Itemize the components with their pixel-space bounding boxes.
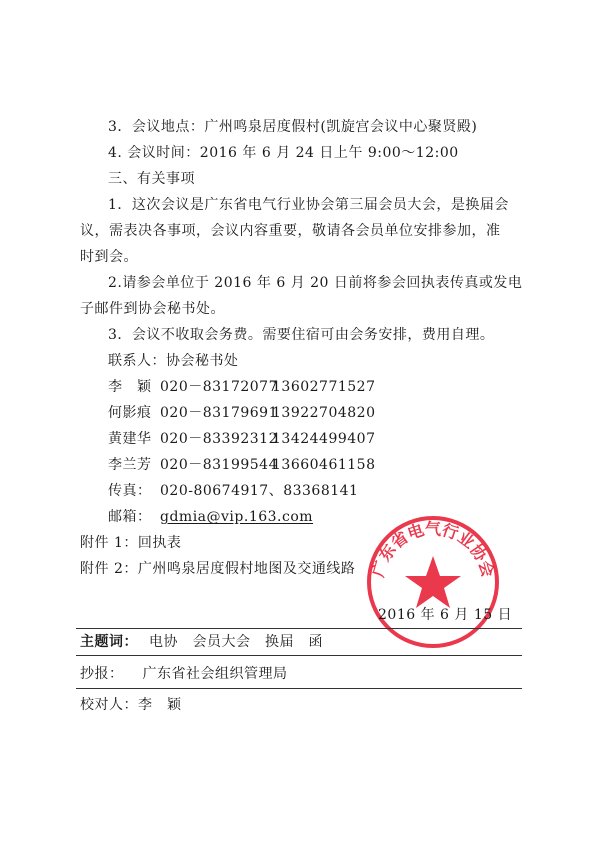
note-1-line-2: 议，需表决各事项，会议内容重要，敬请各会员单位安排参加，准 [80,223,501,239]
meeting-venue: 3．会议地点：广州鸣泉居度假村(凯旋宫会议中心聚贤殿) [108,119,478,135]
meeting-time: 4. 会议时间：2016 年 6 月 24 日上午 9:00～12:00 [108,145,459,161]
contact-tel: 020－83199544 [160,457,278,473]
contact-tel: 020－83172077 [160,379,278,395]
email-row [108,508,313,526]
cc-row [80,665,287,683]
note-1-line-1: 1．这次会议是广东省电气行业协会第三届会员大会，是换届会 [108,197,509,213]
contact-name: 何影痕 [108,405,152,421]
fax-row [108,482,358,500]
official-seal [363,512,503,652]
section-heading-matters: 三、有关事项 [108,171,195,187]
keywords-label: 主题词： [80,634,138,650]
contact-row [108,456,375,474]
contact-tel: 020－83392312 [160,431,278,447]
contact-mobile: 13424499407 [272,431,376,447]
email-label: 邮箱： [108,509,152,525]
keywords-row [80,633,323,651]
seal-star-icon [405,556,461,608]
fax-label: 传真： [108,483,152,499]
cc-label: 抄报： [80,666,124,682]
attachment-2: 附件 2：广州鸣泉居度假村地图及交通线路 [80,561,356,577]
note-3: 3．会议不收取会务费。需要住宿可由会务安排，费用自理。 [108,327,495,343]
proofreader-name: 李 颖 [138,697,182,713]
contact-mobile: 13602771527 [272,379,376,395]
proofreader-label: 校对人： [80,697,138,713]
contact-row [108,378,375,396]
contact-mobile: 13922704820 [272,405,376,421]
note-2-line-2: 子邮件到协会秘书处。 [80,301,225,317]
fax-value: 020-80674917、83368141 [160,483,359,499]
keywords-value: 电协 会员大会 换届 函 [148,634,323,650]
contact-header: 联系人：协会秘书处 [108,353,239,369]
document-date: 2016 年 6 月 15 日 [378,607,513,623]
attachment-1: 附件 1：回执表 [80,535,182,551]
contact-name: 黄建华 [108,431,152,447]
divider [76,628,522,629]
contact-name: 李兰芳 [108,457,152,473]
divider [76,655,522,656]
contact-row [108,404,375,422]
note-2-line-1: 2.请参会单位于 2016 年 6 月 20 日前将参会回执表传真或发电 [108,275,523,291]
contact-mobile: 13660461158 [272,457,376,473]
contact-name: 李 颖 [108,379,152,395]
proofreader-row [80,696,182,714]
divider [76,688,522,689]
email-link[interactable]: gdmia@vip.163.com [160,509,314,525]
seal-text: 广东省电气行业协会 [368,519,498,580]
cc-value: 广东省社会组织管理局 [142,666,288,682]
contact-row [108,430,375,448]
note-1-line-3: 时到会。 [80,249,138,265]
contact-tel: 020－83179691 [160,405,278,421]
